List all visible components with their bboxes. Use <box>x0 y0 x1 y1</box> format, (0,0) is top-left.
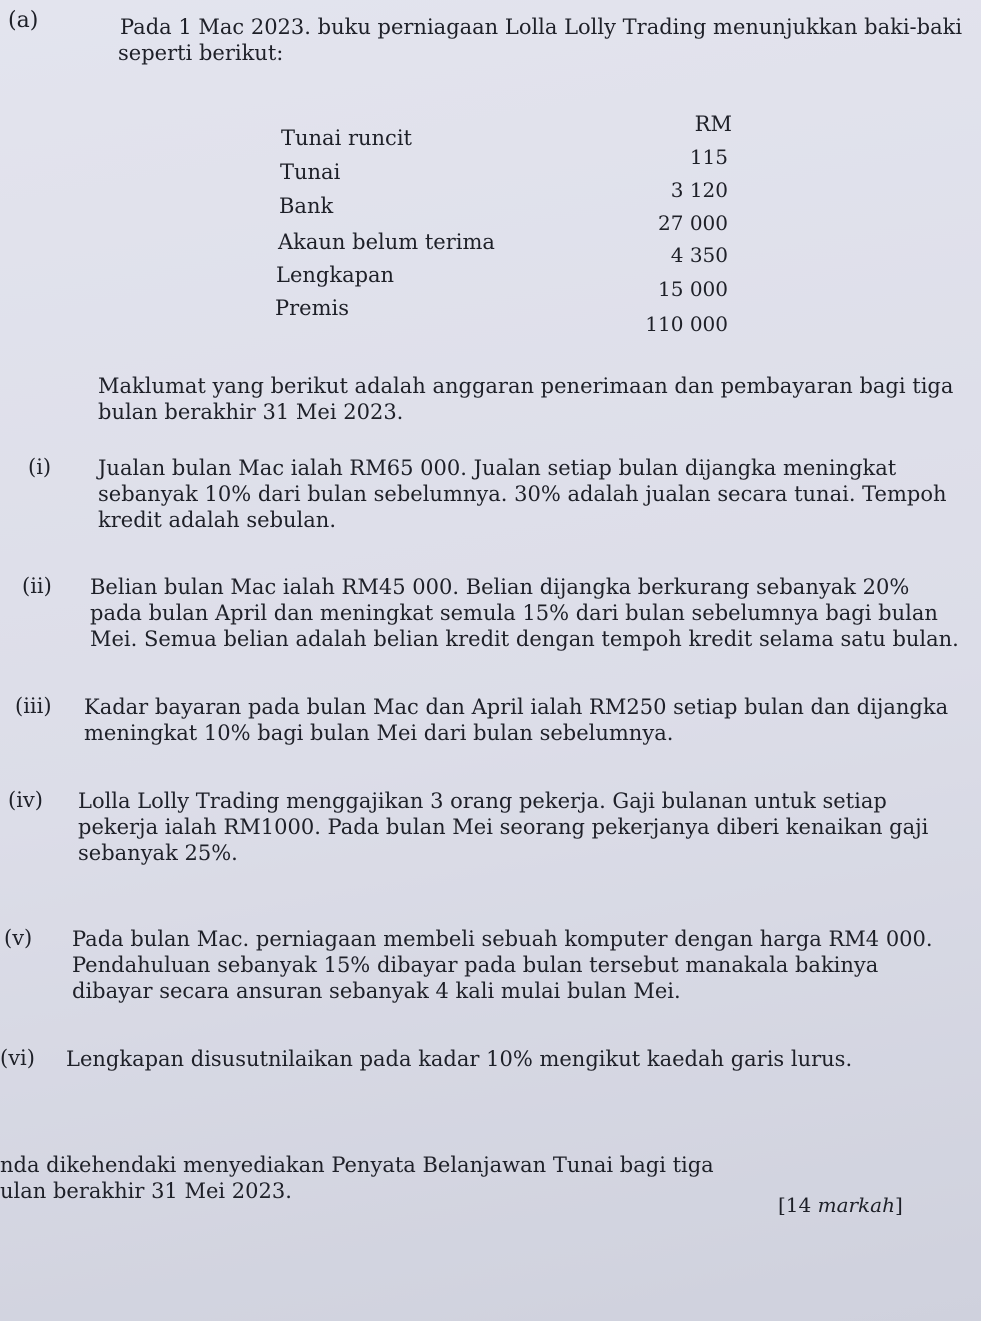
item-number: (iii) <box>15 694 52 718</box>
item-line: dibayar secara ansuran sebanyak 4 kali mulai bulan Mei. <box>72 979 681 1003</box>
item-line: Lolla Lolly Trading menggajikan 3 orang pekerja. Gaji bulanan untuk setiap <box>78 789 887 813</box>
balance-amount-petty-cash: 115 <box>689 145 728 169</box>
item-number: (iv) <box>8 788 43 812</box>
marks-close: ] <box>894 1193 903 1217</box>
balance-label-petty-cash: Tunai runcit <box>281 126 412 150</box>
info-paragraph <box>98 373 953 425</box>
item-line: meningkat 10% bagi bulan Mei dari bulan sebelumnya. <box>84 721 674 745</box>
item-number: (vi) <box>0 1046 35 1070</box>
item-line: Pada bulan Mac. perniagaan membeli sebuah komputer dengan harga RM4 000. <box>72 927 933 951</box>
item-text <box>84 694 948 746</box>
item-text <box>98 455 947 533</box>
intro-line: seperti berikut: <box>118 41 284 65</box>
question-intro <box>120 14 962 66</box>
balance-amount-cash: 3 120 <box>670 178 728 202</box>
balance-label-premises: Premis <box>275 296 350 320</box>
instruction-paragraph <box>0 1152 714 1204</box>
instruction-line: nda dikehendaki menyediakan Penyata Belanjawan Tunai bagi tiga <box>0 1153 714 1177</box>
item-line: Lengkapan disusutnilaikan pada kadar 10% mengikut kaedah garis lurus. <box>66 1047 853 1071</box>
item-line: pada bulan April dan meningkat semula 15% dari bulan sebelumnya bagi bulan <box>90 601 938 625</box>
marks-word: markah <box>817 1193 895 1217</box>
balance-amount-bank: 27 000 <box>658 211 728 235</box>
item-line: Pendahuluan sebanyak 15% dibayar pada bulan tersebut manakala bakinya <box>72 953 879 977</box>
item-text <box>72 926 933 1004</box>
balance-label-cash: Tunai <box>280 160 341 184</box>
balance-label-equipment: Lengkapan <box>276 263 395 287</box>
balance-amount-receivables: 4 350 <box>670 243 728 267</box>
item-text <box>78 788 928 866</box>
info-line: bulan berakhir 31 Mei 2023. <box>98 400 404 424</box>
balance-amount-premises: 110 000 <box>645 312 728 336</box>
marks-open: [14 <box>778 1193 818 1217</box>
currency-header: RM <box>694 112 732 136</box>
item-line: Mei. Semua belian adalah belian kredit dengan tempoh kredit selama satu bulan. <box>90 627 959 651</box>
marks-label <box>778 1193 903 1217</box>
item-text <box>90 574 959 652</box>
item-line: Belian bulan Mac ialah RM45 000. Belian dijangka berkurang sebanyak 20% <box>90 575 910 599</box>
item-line: sebanyak 25%. <box>78 841 238 865</box>
item-number: (v) <box>4 926 33 950</box>
balance-label-bank: Bank <box>279 194 334 218</box>
item-number: (ii) <box>22 574 52 598</box>
question-label: (a) <box>8 8 39 33</box>
balance-label-receivables: Akaun belum terima <box>278 230 495 254</box>
item-line: pekerja ialah RM1000. Pada bulan Mei seorang pekerjanya diberi kenaikan gaji <box>78 815 929 839</box>
instruction-line: ulan berakhir 31 Mei 2023. <box>0 1179 292 1203</box>
item-number: (i) <box>28 455 52 479</box>
item-line: kredit adalah sebulan. <box>98 508 336 532</box>
item-text <box>66 1046 852 1072</box>
balance-amount-equipment: 15 000 <box>658 277 728 301</box>
intro-line: Pada 1 Mac 2023. buku perniagaan Lolla Lolly Trading menunjukkan baki-baki <box>120 15 963 39</box>
info-line: Maklumat yang berikut adalah anggaran penerimaan dan pembayaran bagi tiga <box>98 374 954 398</box>
item-line: Jualan bulan Mac ialah RM65 000. Jualan setiap bulan dijangka meningkat <box>98 456 897 480</box>
item-line: sebanyak 10% dari bulan sebelumnya. 30% adalah jualan secara tunai. Tempoh <box>98 482 947 506</box>
item-line: Kadar bayaran pada bulan Mac dan April ialah RM250 setiap bulan dan dijangka <box>84 695 949 719</box>
